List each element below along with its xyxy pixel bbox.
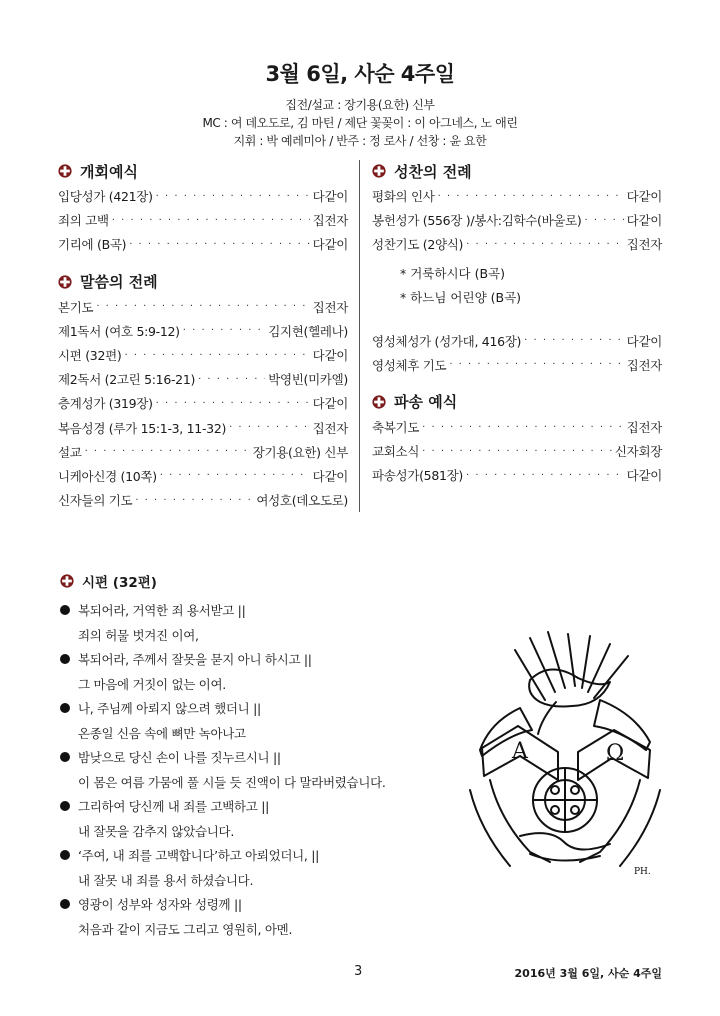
leader-dots (466, 470, 624, 481)
role-line: 지휘 : 박 예레미아 / 반주 : 정 로사 / 선창 : 윤 요한 (233, 134, 487, 148)
psalm-verse (60, 598, 460, 647)
role-line: 집전/설교 : 장기용(요한) 신부 (285, 98, 435, 112)
verse-line: 이 몸은 여름 가뭄에 풀 시들 듯 진액이 다 말라버렸습니다. (78, 774, 386, 790)
order-item (372, 415, 662, 439)
item-role: 다같이 (312, 468, 348, 484)
section-heading-text: 개회예식 (80, 162, 138, 181)
item-role: 다같이 (626, 468, 662, 484)
item-role: 집전자 (312, 420, 348, 436)
verse-line: 처음과 같이 지금도 그리고 영원히, 아멘. (78, 921, 293, 937)
order-item (58, 416, 348, 440)
leader-dots (466, 239, 624, 250)
psalm-verse (60, 843, 460, 892)
leader-dots (183, 325, 265, 336)
item-label: 설교 (58, 444, 82, 460)
item-label: 복음성경 (루가 15:1-3, 11-32) (58, 420, 227, 436)
verse-line: 내 잘못 내 죄를 용서 하셨습니다. (78, 872, 254, 888)
section-heading-word (58, 269, 348, 295)
verse-line: 그리하여 당신께 내 죄를 고백하고 || (78, 799, 270, 815)
item-label: 본기도 (58, 299, 94, 315)
page-title: 3월 6일, 사순 4주일 (265, 62, 455, 86)
item-label: 입당성가 (421장) (58, 189, 153, 205)
psalm-verse (60, 647, 460, 696)
verse-line: 밤낮으로 당신 손이 나를 짓누르시니 || (78, 750, 281, 766)
item-role: 다같이 (312, 189, 348, 205)
item-label: 기리에 (B곡) (58, 237, 127, 253)
item-role: 다같이 (312, 396, 348, 412)
item-role: 집전자 (626, 357, 662, 373)
order-item (372, 184, 662, 208)
item-role: 장기용(요한) 신부 (252, 444, 348, 460)
sub-item: * 거룩하시다 (B곡) (400, 265, 505, 281)
order-item (58, 440, 348, 464)
psalm-section (60, 570, 460, 941)
section-heading-dismissal (372, 389, 662, 415)
item-label: 신자들의 기도 (58, 493, 133, 509)
leader-dots (524, 335, 624, 346)
item-label: 평화의 인사 (372, 189, 435, 205)
psalm-verse (60, 696, 460, 745)
cross-icon (372, 164, 386, 178)
psalm-heading-text: 시편 (32편) (82, 575, 157, 591)
leader-dots (198, 374, 265, 385)
leader-dots (112, 215, 310, 226)
bullet-icon (60, 654, 70, 664)
verse-line: 온종일 신음 속에 뼈만 녹아나고 (78, 725, 246, 741)
item-role: 집전자 (626, 420, 662, 436)
item-role: 김지현(헬레나) (268, 323, 348, 339)
section-heading-text: 말씀의 전례 (80, 273, 158, 292)
section-heading-text: 성찬의 전례 (394, 162, 472, 181)
order-item (58, 232, 348, 256)
leader-dots (160, 470, 310, 481)
item-role: 다같이 (626, 213, 662, 229)
verse-line: ‘주여, 내 죄를 고백합니다’하고 아뢰었더니, || (78, 848, 320, 864)
item-role: 다같이 (626, 189, 662, 205)
verse-line: 그 마음에 거짓이 없는 이여. (78, 676, 226, 692)
item-label: 교회소식 (372, 444, 420, 460)
order-item (58, 367, 348, 391)
leader-dots (124, 350, 309, 361)
omega-letter: Ω (606, 741, 625, 766)
cross-icon (58, 275, 72, 289)
left-column (58, 158, 348, 512)
item-label: 죄의 고백 (58, 213, 109, 229)
cross-icon (60, 574, 74, 588)
verse-line: 나, 주님께 아뢰지 않으려 했더니 || (78, 701, 261, 717)
leader-dots (229, 422, 310, 433)
leader-dots (156, 398, 310, 409)
verse-line: 복되어라, 거역한 죄 용서받고 || (78, 603, 246, 619)
item-label: 제2독서 (2고린 5:16-21) (58, 372, 196, 388)
psalm-verse (60, 745, 460, 794)
item-label: 영성체후 기도 (372, 357, 447, 373)
leader-dots (156, 191, 310, 202)
item-label: 시편 (32편) (58, 348, 122, 364)
cross-icon (372, 395, 386, 409)
order-item (372, 353, 662, 377)
role-line: MC : 여 데오도로, 김 마틴 / 제단 꽃꽂이 : 이 아그네스, 노 애린 (202, 116, 518, 130)
order-item (372, 208, 662, 232)
order-item (58, 208, 348, 232)
section-heading-opening (58, 158, 348, 184)
item-role: 집전자 (626, 237, 662, 253)
order-item (372, 329, 662, 353)
section-heading-eucharist (372, 158, 662, 184)
verse-line: 내 잘못을 감추지 않았습니다. (78, 823, 234, 839)
bullet-icon (60, 605, 70, 615)
psalm-verse (60, 892, 460, 941)
leader-dots (438, 191, 624, 202)
bullet-icon (60, 752, 70, 762)
column-divider (359, 160, 360, 512)
order-item (58, 184, 348, 208)
item-label: 제1독서 (여호 5:9-12) (58, 323, 180, 339)
item-role: 신자회장 (614, 444, 662, 460)
leader-dots (422, 446, 612, 457)
order-item (58, 488, 348, 512)
artist-signature: PH. (634, 867, 651, 877)
item-label: 영성체성가 (성가대, 416장) (372, 333, 522, 349)
right-column (372, 158, 662, 488)
order-item (58, 391, 348, 415)
bullet-icon (60, 850, 70, 860)
bullet-icon (60, 899, 70, 909)
order-item (58, 464, 348, 488)
item-label: 파송성가(581장) (372, 468, 463, 484)
item-label: 성찬기도 (2양식) (372, 237, 464, 253)
leader-dots (85, 446, 250, 457)
bullet-icon (60, 801, 70, 811)
leader-dots (422, 422, 624, 433)
psalm-heading (60, 570, 460, 592)
item-role: 집전자 (312, 213, 348, 229)
psalm-verse (60, 794, 460, 843)
verse-line: 죄의 허물 벗겨진 이여, (78, 627, 199, 643)
item-role: 다같이 (312, 348, 348, 364)
item-label: 축복기도 (372, 420, 420, 436)
officiant-roles (0, 96, 720, 150)
order-item (58, 295, 348, 319)
order-item (372, 463, 662, 487)
item-role: 다같이 (312, 237, 348, 253)
leader-dots (129, 239, 309, 250)
item-role: 여성호(데오도로) (256, 493, 348, 509)
verse-line: 영광이 성부와 성자와 성령께 || (78, 897, 242, 913)
alpha-letter: A (512, 739, 528, 764)
verse-line: 복되어라, 주께서 잘못을 묻지 아니 하시고 || (78, 652, 312, 668)
item-label: 니케아신경 (10쪽) (58, 468, 157, 484)
footer-date: 2016년 3월 6일, 사순 4주일 (514, 967, 662, 980)
order-item (372, 232, 662, 256)
leader-dots (96, 301, 309, 312)
order-item (58, 343, 348, 367)
item-role: 다같이 (626, 333, 662, 349)
section-heading-text: 파송 예식 (394, 393, 458, 412)
sub-item: * 하느님 어린양 (B곡) (400, 289, 522, 305)
leader-dots (585, 215, 624, 226)
dove-book-chalice-illustration (460, 630, 670, 880)
cross-icon (58, 164, 72, 178)
item-label: 층계성가 (319장) (58, 396, 153, 412)
page-number: 3 (354, 964, 363, 979)
leader-dots (449, 359, 623, 370)
item-role: 집전자 (312, 299, 348, 315)
bullet-icon (60, 703, 70, 713)
order-item (372, 439, 662, 463)
item-role: 박영빈(미카엘) (268, 372, 348, 388)
order-item (58, 319, 348, 343)
item-label: 봉헌성가 (556장 )/봉사:김학수(바울로) (372, 213, 582, 229)
leader-dots (135, 495, 253, 506)
